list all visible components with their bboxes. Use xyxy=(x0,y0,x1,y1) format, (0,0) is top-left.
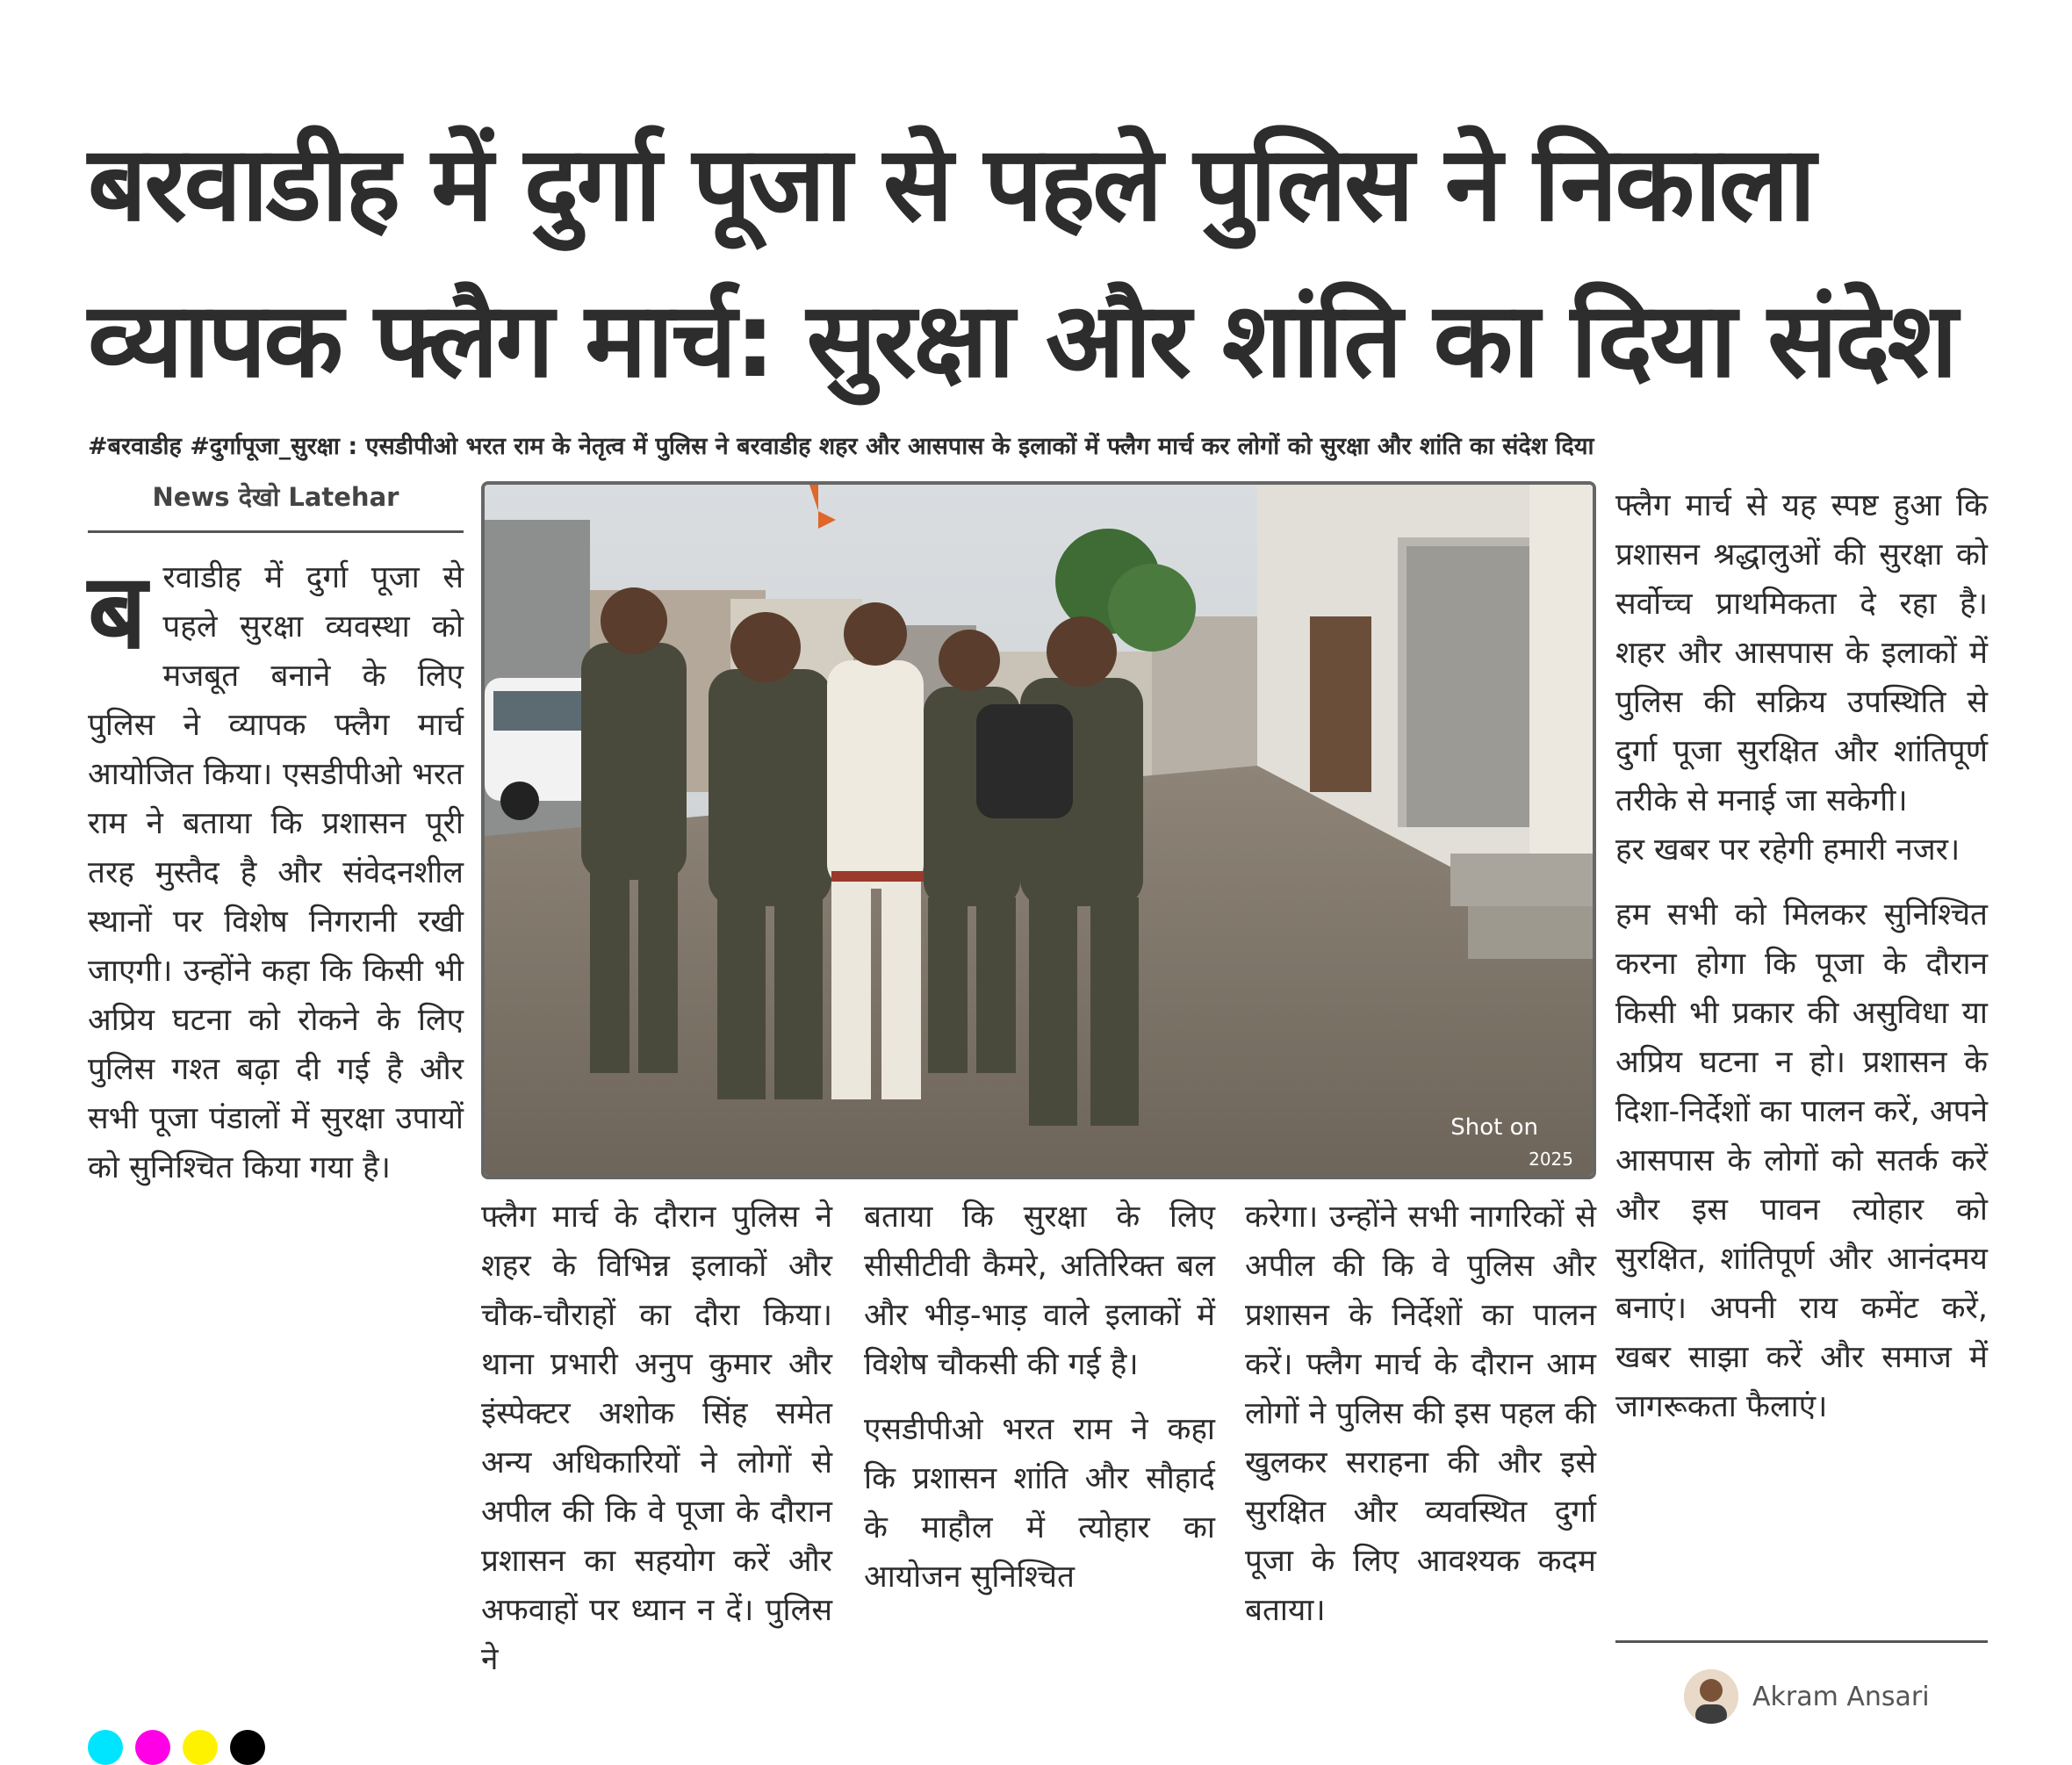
column-3-paragraph-2: एसडीपीओ भरत राम ने कहा कि प्रशासन शांति और सौहार्द के माहौल में त्योहार का आयोजन सुनिश्चित xyxy=(864,1412,1215,1595)
column-2-paragraph: फ्लैग मार्च के दौरान पुलिस ने शहर के विभिन्न इलाकों और चौक-चौराहों का दौरा किया। थाना प्रभारी अनुप कुमार और इंस्पेक्टर अशोक सिंह समेत अन्य अधिकारियों ने लोगों से अपील की कि वे पूजा के दौरान प्रशासन का सहयोग करें और अफवाहों पर ध्यान न दें। पुलिस ने xyxy=(481,1199,832,1677)
article-column-3 xyxy=(864,1192,1215,1602)
drop-cap: ब xyxy=(88,551,147,672)
photo-watermark-year: 2025 xyxy=(1529,1149,1573,1170)
column-1-text: रवाडीह में दुर्गा पूजा से पहले सुरक्षा व्यवस्था को मजबूत बनाने के लिए पुलिस ने व्यापक फ्लैग मार्च आयोजित किया। एसडीपीओ भरत राम ने बताया कि प्रशासन पूरी तरह मुस्तैद है और संवेदनशील स्थानों पर विशेष निगरानी रखी जाएगी। उन्होंने कहा कि किसी भी अप्रिय घटना को रोकने के लिए पुलिस गश्त बढ़ा दी गई है और सभी पूजा पंडालों में सुरक्षा उपायों को सुनिश्चित किया गया है। xyxy=(88,560,464,1185)
author-credit xyxy=(1684,1668,1930,1725)
cmyk-color-marks xyxy=(88,1730,265,1765)
article-column-1 xyxy=(88,553,464,1192)
subheadline: #बरवाडीह #दुर्गापूजा_सुरक्षा : एसडीपीओ भरत राम के नेतृत्व में पुलिस ने बरवाडीह शहर और आसपास के इलाकों में फ्लैग मार्च कर लोगों को सुरक्षा और शांति का संदेश दिया xyxy=(88,433,1594,460)
yellow-dot xyxy=(183,1730,218,1765)
column-divider xyxy=(1615,1640,1988,1643)
column-3-paragraph-1: बताया कि सुरक्षा के लिए सीसीटीवी कैमरे, अतिरिक्त बल और भीड़-भाड़ वाले इलाकों में विशेष चौकसी की गई है। xyxy=(864,1199,1215,1382)
column-5-paragraph-3: हम सभी को मिलकर सुनिश्चित करना होगा कि पूजा के दौरान किसी भी प्रकार की असुविधा या अप्रिय घटना न हो। प्रशासन के दिशा-निर्देशों का पालन करें, अपने आसपास के लोगों को सतर्क करें और इस पावन त्योहार को सुरक्षित, शांतिपूर्ण और आनंदमय बनाएं। अपनी राय कमेंट करें, खबर साझा करें और समाज में जागरूकता फैलाएं। xyxy=(1615,897,1988,1424)
column-5-paragraph-2: हर खबर पर रहेगी हमारी नजर। xyxy=(1615,832,1960,868)
column-5-paragraph-1: फ्लैग मार्च से यह स्पष्ट हुआ कि प्रशासन श्रद्धालुओं की सुरक्षा को सर्वोच्च प्राथमिकता दे रहा है। शहर और आसपास के इलाकों में पुलिस की सक्रिय उपस्थिति से दुर्गा पूजा सुरक्षित और शांतिपूर्ण तरीके से मनाई जा सकेगी। xyxy=(1615,488,1988,818)
article-column-2 xyxy=(481,1192,832,1684)
headline xyxy=(88,105,2019,418)
byline: News देखो Latehar xyxy=(88,479,464,533)
article-column-4 xyxy=(1245,1192,1596,1635)
avatar xyxy=(1684,1669,1738,1724)
headline-line-1: बरवाडीह में दुर्गा पूजा से पहले पुलिस ने निकाला xyxy=(88,123,1814,244)
magenta-dot xyxy=(135,1730,170,1765)
article-column-5 xyxy=(1615,481,1988,1431)
cyan-dot xyxy=(88,1730,123,1765)
article-photo xyxy=(481,481,1596,1179)
black-dot xyxy=(230,1730,265,1765)
author-name: Akram Ansari xyxy=(1752,1681,1930,1712)
headline-line-2: व्यापक फ्लैग मार्च: सुरक्षा और शांति का दिया संदेश xyxy=(88,279,1955,400)
column-4-paragraph: करेगा। उन्होंने सभी नागरिकों से अपील की कि वे पुलिस और प्रशासन के निर्देशों का पालन करें। फ्लैग मार्च के दौरान आम लोगों ने पुलिस की इस पहल की खुलकर सराहना की और इसे सुरक्षित और व्यवस्थित दुर्गा पूजा के लिए आवश्यक कदम बताया। xyxy=(1245,1199,1596,1628)
photo-watermark: Shot on xyxy=(1450,1114,1538,1141)
